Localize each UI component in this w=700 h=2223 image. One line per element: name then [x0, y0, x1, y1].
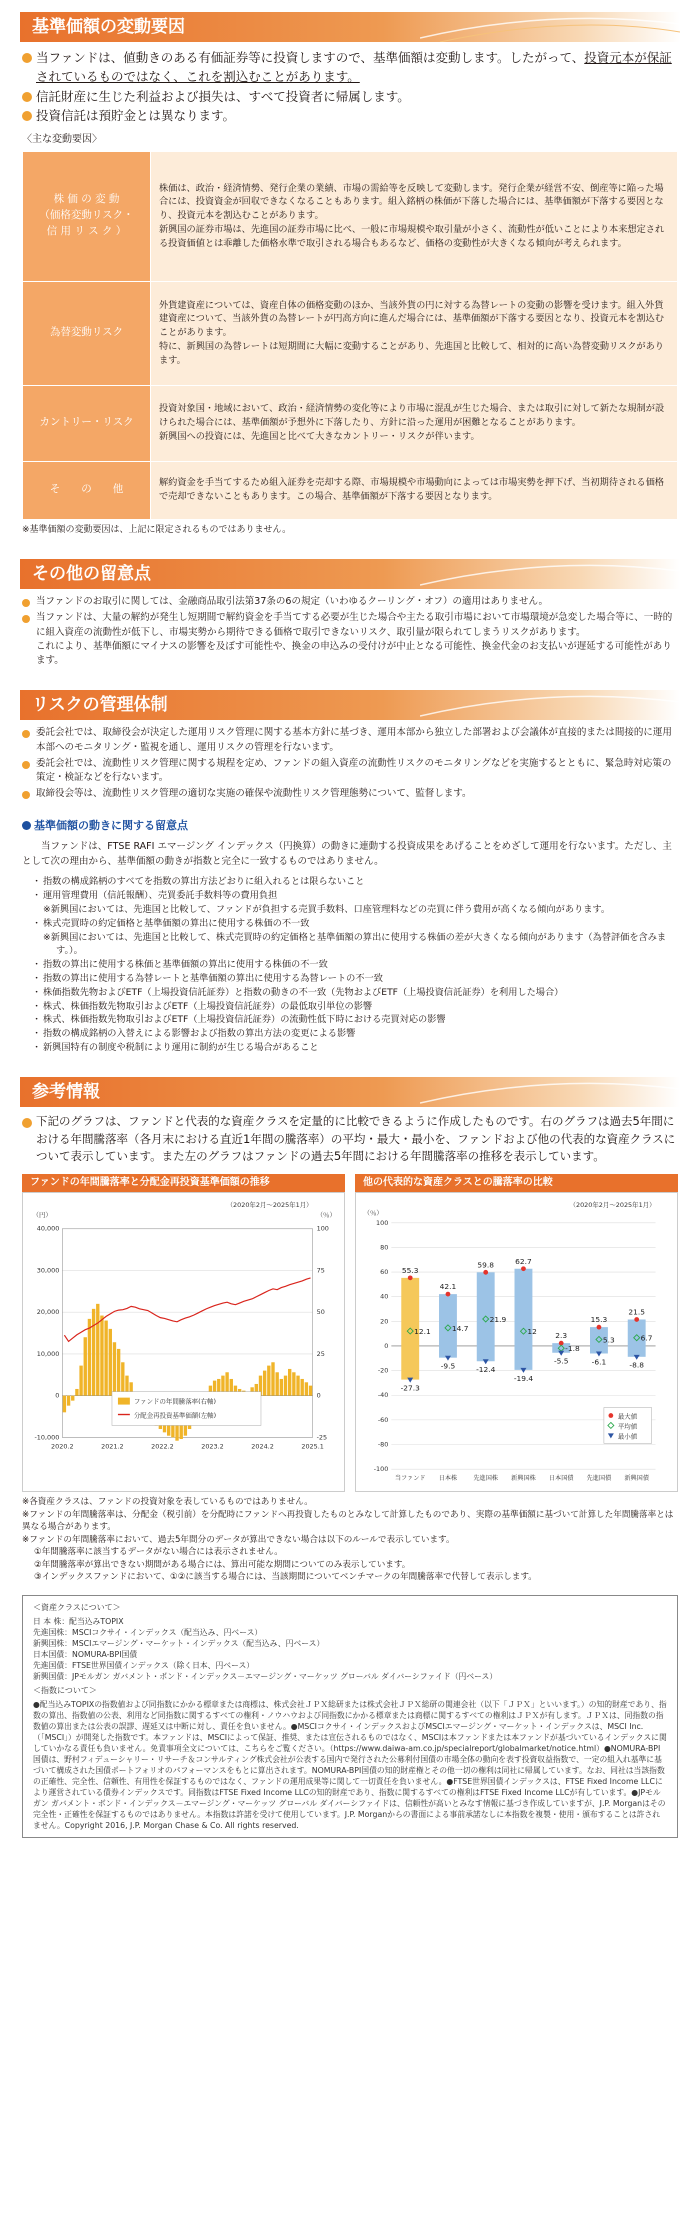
section-title: その他の留意点 — [32, 564, 151, 584]
y-tick-label: 60 — [380, 1268, 389, 1277]
list-item-note: ※新興国においては、先進国と比較して、ファンドが負担する売買手数料、口座管理料などの売買に伴う費用が高くなる傾向があります。 — [43, 904, 611, 916]
section-title: 参考情報 — [32, 1081, 100, 1102]
bar-annual-return — [117, 1349, 120, 1396]
list-item: ・ 指数の構成銘柄のすべてを指数の算出方法どおりに組入れるとは限らないこと — [32, 875, 678, 889]
bar-annual-return — [100, 1316, 103, 1396]
bar-annual-return — [96, 1304, 99, 1396]
left-chart-panel — [22, 1174, 345, 1492]
list-item: ・ 新興国特有の制度や税制により運用に制約が生じる場合があること — [32, 1041, 678, 1055]
y-tick-label-right: 0 — [316, 1391, 321, 1400]
table-row — [23, 461, 678, 519]
footnote: ※ファンドの年間騰落率において、過去5年間分のデータが算出できない場合は以下のルールで表示しています。 — [22, 1534, 455, 1545]
y-tick-label-left: -10,000 — [34, 1433, 60, 1442]
risk-note: ※基準価額の変動要因は、上記に限定されるものではありません。 — [22, 524, 292, 535]
bar-annual-return — [104, 1321, 107, 1396]
section-header-variation — [20, 12, 680, 42]
list-item: ・ 指数の構成銘柄の入替えによる影響および指数の算出方法の変更による影響 — [32, 1027, 678, 1041]
glossary-line: 日本国債：NOMURA-BPI国債 — [33, 1649, 138, 1659]
bar-annual-return — [296, 1376, 299, 1396]
legend-label: 平均値 — [617, 1422, 638, 1431]
x-tick-label: 2021.2 — [101, 1442, 124, 1451]
bar-annual-return — [284, 1376, 287, 1396]
data-label-min: -9.5 — [440, 1361, 456, 1371]
reference-intro: 下記のグラフは、ファンドと代表的な資産クラスを定量的に比較できるように作成したものです。右のグラフは過去5年間における年間騰落率（各月末における直近1年間の騰落率）の平均・最大・最小を、ファンドおよび他の代表的な資産クラスについて表示しています。また左のグラフはファンドの過去5年間における年間騰落率の推移を表示しています。 — [22, 1113, 678, 1166]
data-label-avg: 6.7 — [640, 1333, 653, 1343]
section-header-risk-management — [20, 690, 680, 720]
bar-annual-return — [121, 1362, 124, 1395]
y-tick-label: 20 — [380, 1317, 389, 1326]
y-tick-label: -40 — [377, 1391, 389, 1400]
glossary-line: 日 本 株：配当込みTOPIX — [33, 1616, 124, 1626]
header-swoosh-decoration — [420, 1077, 680, 1107]
x-tick-label: 先進国株 — [473, 1475, 498, 1483]
bar-annual-return — [267, 1366, 270, 1396]
list-item: 委託会社では、取締役会が決定した運用リスク管理に関する基本方針に基づき、運用本部から独立した部署および会議体が直接的または間接的に運用本部へのモニタリング・監視を通し、運用リスクの管理を行ないます。 — [22, 726, 678, 755]
right-chart-title: 他の代表的な資産クラスとの騰落率の比較 — [355, 1174, 678, 1192]
data-label-max: 62.7 — [515, 1257, 532, 1267]
header-swoosh-decoration — [420, 12, 680, 42]
data-label-max: 42.1 — [439, 1282, 457, 1292]
risk-label: 為替変動リスク — [23, 281, 151, 385]
bar-annual-return — [309, 1386, 312, 1396]
x-tick-label: 新興国株 — [511, 1475, 536, 1483]
glossary-line: 新興国株：MSCIエマージング・マーケット・インデックス（配当込み、円ベース） — [33, 1638, 325, 1648]
point-price-fluctuation: 当ファンドは、値動きのある有価証券等に投資しますので、基準価額は変動します。したがって、投資元本が保証されているものではなく、これを割込むことがあります。 — [22, 48, 678, 87]
risk-text: 外貨建資産については、資産自体の価格変動のほか、当該外貨の円に対する為替レートの変動の影響を受けます。組入外貨建資産について、当該外貨の為替レートが円高方向に進んだ場合には、基準価額が下落する要因となり、投資元本を割込むことがあります。 特に、新興国の為替レートは短期間に大幅に変動することがあり、先進国と比較して、相対的に高い為替変動リスクがあります。 — [151, 281, 678, 385]
glossary-line: 新興国債：JPモルガン ガバメント・ボンド・インデックス－エマージング・マーケッツ グローバル ダイバーシファイド（円ベース） — [33, 1672, 498, 1682]
list-item: ・ 株式、株価指数先物取引およびETF（上場投資信託証券）の流動性低下時における売買対応の影響 — [32, 1013, 678, 1027]
y-axis-label: （％） — [363, 1209, 383, 1218]
section-header-other — [20, 559, 680, 589]
bar-annual-return — [67, 1396, 70, 1406]
data-label-avg: 12.1 — [414, 1327, 431, 1337]
data-label-min: -8.8 — [629, 1360, 644, 1370]
list-item: 取締役会等は、流動性リスク管理の適切な実施の確保や流動性リスク管理態勢について、監督します。 — [22, 787, 678, 801]
footnote-rule: ②年間騰落率が算出できない期間がある場合には、算出可能な期間についてのみ表示しています。 — [34, 1559, 411, 1570]
legend-label: 最小値 — [617, 1432, 638, 1441]
legend-swatch-max — [608, 1413, 613, 1418]
header-swoosh-decoration — [420, 690, 680, 720]
bar-annual-return — [88, 1319, 91, 1396]
footnote-rule: ③インデックスファンドにおいて、①②に該当する場合には、当該期間についてベンチマークの年間騰落率で代替して表示します。 — [34, 1571, 537, 1582]
right-chart-panel — [355, 1174, 678, 1492]
bar-annual-return — [305, 1383, 308, 1396]
footnote: ※各資産クラスは、ファンドの投資対象を表しているものではありません。 — [22, 1497, 313, 1508]
footnote-rule: ①年間騰落率に該当するデータがない場合には表示されません。 — [34, 1547, 283, 1558]
data-label-min: -6.1 — [591, 1357, 607, 1367]
x-tick-label: 2024.2 — [251, 1442, 274, 1451]
y-axis-label-left: （円） — [32, 1211, 52, 1220]
section-header-reference — [20, 1077, 680, 1107]
x-tick-label: 新興国債 — [624, 1475, 649, 1483]
legend-label: 最大値 — [617, 1412, 638, 1421]
risk-text: 解約資金を手当てするため組入証券を売却する際、市場規模や市場動向によっては市場実勢を押下げ、当初期待される価格で売却できないこともあります。この場合、基準価額が下落する要因となります。 — [151, 461, 678, 519]
footnote: ※ファンドの年間騰落率は、分配金（税引前）を分配時にファンドへ再投資したものとみなして計算したものであり、実際の基準価額に基づいて計算した年間騰落率とは異なる場合があります。 — [22, 1509, 674, 1533]
data-label-avg: 5.3 — [602, 1335, 615, 1345]
bar-annual-return — [288, 1369, 291, 1396]
list-item: ・ 指数の算出に使用する株価と基準価額の算出に使用する株価の不一致 — [32, 958, 678, 972]
nav-movement-intro: 当ファンドは、FTSE RAFI エマージング インデックス（円換算）の動きに連動する投資成果をあげることをめざして運用を行ないます。ただし、主として次の理由から、基準価額の動きが指数と完全に一致するものではありません。 — [22, 841, 672, 867]
y-tick-label-left: 0 — [55, 1391, 60, 1400]
bar-annual-return — [79, 1366, 82, 1396]
y-axis-label-right: （％） — [316, 1211, 336, 1220]
bar-annual-return — [92, 1309, 95, 1396]
marker-max — [521, 1267, 526, 1272]
data-label-min: -12.4 — [476, 1365, 496, 1375]
range-bar — [515, 1269, 533, 1370]
x-tick-label: 2022.2 — [151, 1442, 174, 1451]
list-item-note: ※新興国においては、先進国と比較して、株式売買時の約定価格と基準価額の算出に使用する株価の差が大きくなる傾向があります（為替評価を含みます。）。 — [43, 931, 667, 957]
right-chart — [356, 1193, 677, 1491]
y-tick-label-left: 20,000 — [36, 1308, 60, 1317]
table-row — [23, 151, 678, 281]
marker-min — [407, 1378, 413, 1383]
marker-min — [634, 1355, 640, 1360]
marker-min — [445, 1356, 451, 1361]
y-tick-label-left: 40,000 — [36, 1224, 60, 1233]
y-tick-label-right: -25 — [316, 1433, 328, 1442]
data-label-min: -19.4 — [513, 1374, 534, 1384]
point-profit-loss: 信託財産に生じた利益および損失は、すべて投資者に帰属します。 — [22, 87, 678, 106]
risk-factors-table — [22, 151, 678, 520]
data-label-avg: -1.8 — [565, 1344, 580, 1354]
left-chart — [23, 1193, 344, 1491]
section-title: 基準価額の変動要因 — [32, 17, 185, 37]
y-tick-label-right: 25 — [316, 1350, 325, 1359]
marker-max — [597, 1325, 602, 1330]
glossary-body: ●配当込みTOPIXの指数値および同指数にかかる標章または商標は、株式会社ＪＰＸ総研または株式会社ＪＰＸ総研の関連会社（以下「ＪＰＸ」といいます。）の知的財産であり、指数の算出、指数値の公表、利用など同指数に関するすべての権利・ノウハウおよび同指数にかかる標章または商標に関するすべての権利はＪＰＸが有します。ＪＰＸは、同指数の指数値の算出または公表の誤謬、遅延又は中断に対し、責任を負いません。●MSCIコクサイ・インデックスおよびMSCIエマージング・マーケット・インデックスは、MSCI Inc.（「MSCI」）が開発した指数です。本ファンドは、MSCIによって保証、推奨、または宣伝されるものではなく、MSCIは本ファンドまたは本ファンドが基づいているインデックスに関していかなる責任も負いません。免責事項全文については、こちらをご覧ください。（https://www.daiwa-am.co.jp/specialreport/globalmarket/notice.html）●NOMURA-BPI国債は、野村フィデューシャリー・リサーチ＆コンサルティング株式会社が公表する国内で発行された公募利付国債の市場全体の動向を表す投資収益指数で、一定の組入れ基準に基づいて構成された国債ポートフォリオのパフォーマンスをもとに算出されます。NOMURA-BPI国債の知的財産権とその他一切の権利は同社に帰属しています。なお、同社は当該指数の正確性、完全性、信頼性、有用性を保証するものではなく、ファンドの運用成果等に関して一切責任を負いません。●FTSE世界国債インデックスは、FTSE Fixed Income LLCにより運営されている債券インデックスです。同指数はFTSE Fixed Income LLCの知的財産であり、指数に関するすべての権利はFTSE Fixed Income LLCが有しています。●JPモルガン ガバメント・ボンド・インデックス－エマージング・マーケッツ グローバル ダイバーシファイドは、信頼性が高いとみなす情報に基づき作成していますが、J.P. Morganはその完全性・正確性を保証するものではありません。本指数は許諾を受けて使用しています。J.P. Morganからの書面による事前承諾なしに本指数を複製・使用・頒布することは許されません。Copyright 2016, J.P. Morgan Chase & Co. All rights reserved. — [33, 1699, 667, 1831]
bar-annual-return — [263, 1371, 266, 1396]
x-tick-label: 日本国債 — [548, 1475, 574, 1483]
data-label-avg: 21.9 — [489, 1315, 507, 1325]
bar-annual-return — [113, 1342, 116, 1395]
data-label-avg: 12 — [527, 1327, 537, 1337]
list-item: 当ファンドのお取引に関しては、金融商品取引法第37条の6の規定（いわゆるクーリング・オフ）の適用はありません。 — [22, 595, 678, 609]
legend-label: 分配金再投資基準価額(左軸) — [133, 1411, 217, 1420]
data-label-max: 2.3 — [555, 1331, 568, 1341]
y-tick-label: 40 — [380, 1292, 389, 1301]
risk-text: 投資対象国・地域において、政治・経済情勢の変化等により市場に混乱が生じた場合、または取引に対して新たな規制が設けられた場合には、基準価額が予想外に下落したり、方針に沿った運用が困難となることがあります。 新興国への投資には、先進国と比べて大きなカントリー・リスクが伴います。 — [151, 385, 678, 461]
data-label-max: 21.5 — [628, 1307, 645, 1317]
y-tick-label: 100 — [376, 1219, 389, 1228]
bar-annual-return — [301, 1379, 304, 1396]
list-item: ・ 指数の算出に使用する為替レートと基準価額の算出に使用する為替レートの不一致 — [32, 972, 678, 986]
y-tick-label-left: 10,000 — [36, 1350, 60, 1359]
legend-label: ファンドの年間騰落率(右軸) — [133, 1397, 216, 1406]
bar-annual-return — [275, 1373, 278, 1396]
bar-annual-return — [292, 1373, 295, 1396]
list-item: ・ 運用管理費用（信託報酬）、売買委託手数料等の費用負担 — [32, 889, 678, 903]
x-tick-label: 当ファンド — [394, 1475, 426, 1483]
y-tick-label: -60 — [377, 1416, 389, 1425]
bar-annual-return — [71, 1396, 74, 1401]
marker-min — [483, 1359, 489, 1364]
risk-label: そ の 他 — [23, 461, 151, 519]
marker-min — [558, 1351, 564, 1356]
list-item: ・ 株価指数先物およびETF（上場投資信託証券）と指数の動きの不一致（先物およびETF（上場投資信託証券）を利用した場合） — [32, 986, 678, 1000]
y-tick-label-right: 50 — [316, 1308, 325, 1317]
main-factors-subtitle: 〈主な変動要因〉 — [22, 133, 102, 145]
bar-annual-return — [109, 1329, 112, 1396]
data-label-max: 55.3 — [401, 1266, 419, 1276]
list-item: 当ファンドは、大量の解約が発生し短期間で解約資金を手当てする必要が生じた場合や主たる取引市場において市場環境が急変した場合等に、一時的に組入資産の流動性が低下し、市場実勢から期待できる価格で取引できないリスク、取引量が限られてしまうリスクがあります。 これにより、基準価額にマイナスの影響を及ぼす可能性や、換金の申込みの受付けが中止となる可能性、換金代金のお支払いが遅延する可能性があります。 — [22, 611, 678, 668]
glossary-line: 先進国債：FTSE世界国債インデックス（除く日本、円ベース） — [33, 1661, 255, 1671]
y-tick-label: -80 — [377, 1440, 389, 1449]
bar-annual-return — [63, 1396, 66, 1413]
risk-label: 株 価 の 変 動 （価格変動リスク・ 信 用 リ ス ク ） — [23, 151, 151, 281]
marker-min — [596, 1352, 602, 1357]
glossary-heading: ＜指数について＞ — [33, 1686, 97, 1696]
list-item: 委託会社では、流動性リスク管理に関する規程を定め、ファンドの組入資産の流動性リスクのモニタリングなどを実施するとともに、緊急時対応策の策定・検証などを行ないます。 — [22, 757, 678, 786]
header-swoosh-decoration — [420, 559, 680, 589]
risk-text: 株価は、政治・経済情勢、発行企業の業績、市場の需給等を反映して変動します。発行企業が経営不安、倒産等に陥った場合には、投資資金が回収できなくなることもあります。組入銘柄の株価が下落した場合には、基準価額が下落する要因となり、投資元本を割込むことがあります。 新興国の証券市場は、先進国の証券市場に比べ、一般に市場規模や取引量が小さく、流動性が低いことにより本来想定される投資価値とは乖離した価格水準で取引される場合もあるなど、価格の変動性が大きくなる傾向が考えられます。 — [151, 151, 678, 281]
x-tick-label: 日本株 — [438, 1475, 458, 1483]
bar-annual-return — [75, 1389, 78, 1396]
list-item: ・ 株式売買時の約定価格と基準価額の算出に使用する株価の不一致 — [32, 917, 678, 931]
marker-max — [483, 1270, 488, 1275]
bar-annual-return — [84, 1337, 87, 1395]
risk-label: カントリー・リスク — [23, 385, 151, 461]
y-tick-label-left: 30,000 — [36, 1266, 60, 1275]
marker-max — [634, 1317, 639, 1322]
reasons-list — [22, 875, 678, 1054]
glossary-line: 先進国株：MSCIコクサイ・インデックス（配当込み、円ベース） — [33, 1627, 263, 1637]
chart-subtitle: （2020年2月～2025年1月） — [569, 1201, 656, 1210]
x-tick-label: 2025.1 — [301, 1442, 324, 1451]
y-tick-label-right: 75 — [316, 1266, 325, 1275]
marker-max — [408, 1276, 413, 1281]
point-not-deposit: 投資信託は預貯金とは異なります。 — [22, 106, 678, 125]
nav-movement-heading: 基準価額の動きに関する留意点 — [22, 818, 678, 835]
index-glossary-box — [22, 1595, 678, 1838]
y-tick-label: 80 — [380, 1243, 389, 1252]
chart-subtitle: （2020年2月～2025年1月） — [226, 1201, 313, 1210]
left-chart-title: ファンドの年間騰落率と分配金再投資基準価額の推移 — [22, 1174, 345, 1192]
data-label-min: -5.5 — [553, 1356, 569, 1366]
bar-annual-return — [280, 1379, 283, 1396]
y-tick-label-right: 100 — [316, 1224, 329, 1233]
y-tick-label: -100 — [373, 1465, 389, 1474]
table-row — [23, 281, 678, 385]
section-title: リスクの管理体制 — [32, 695, 168, 716]
legend-swatch-bars — [118, 1398, 130, 1405]
glossary-heading: ＜資産クラスについて＞ — [33, 1603, 121, 1613]
data-label-max: 59.8 — [477, 1260, 494, 1270]
y-tick-label: -20 — [377, 1366, 389, 1375]
marker-max — [446, 1292, 451, 1297]
x-tick-label: 先進国債 — [586, 1475, 612, 1483]
y-tick-label: 0 — [384, 1342, 389, 1351]
x-tick-label: 2023.2 — [201, 1442, 224, 1451]
data-label-max: 15.3 — [590, 1315, 608, 1325]
bar-annual-return — [271, 1362, 274, 1395]
data-label-min: -27.3 — [400, 1383, 420, 1393]
data-label-avg: 14.7 — [451, 1324, 469, 1334]
table-row — [23, 385, 678, 461]
x-tick-label: 2020.2 — [51, 1442, 74, 1451]
list-item: ・ 株式、株価指数先物取引およびETF（上場投資信託証券）の最低取引単位の影響 — [32, 1000, 678, 1014]
